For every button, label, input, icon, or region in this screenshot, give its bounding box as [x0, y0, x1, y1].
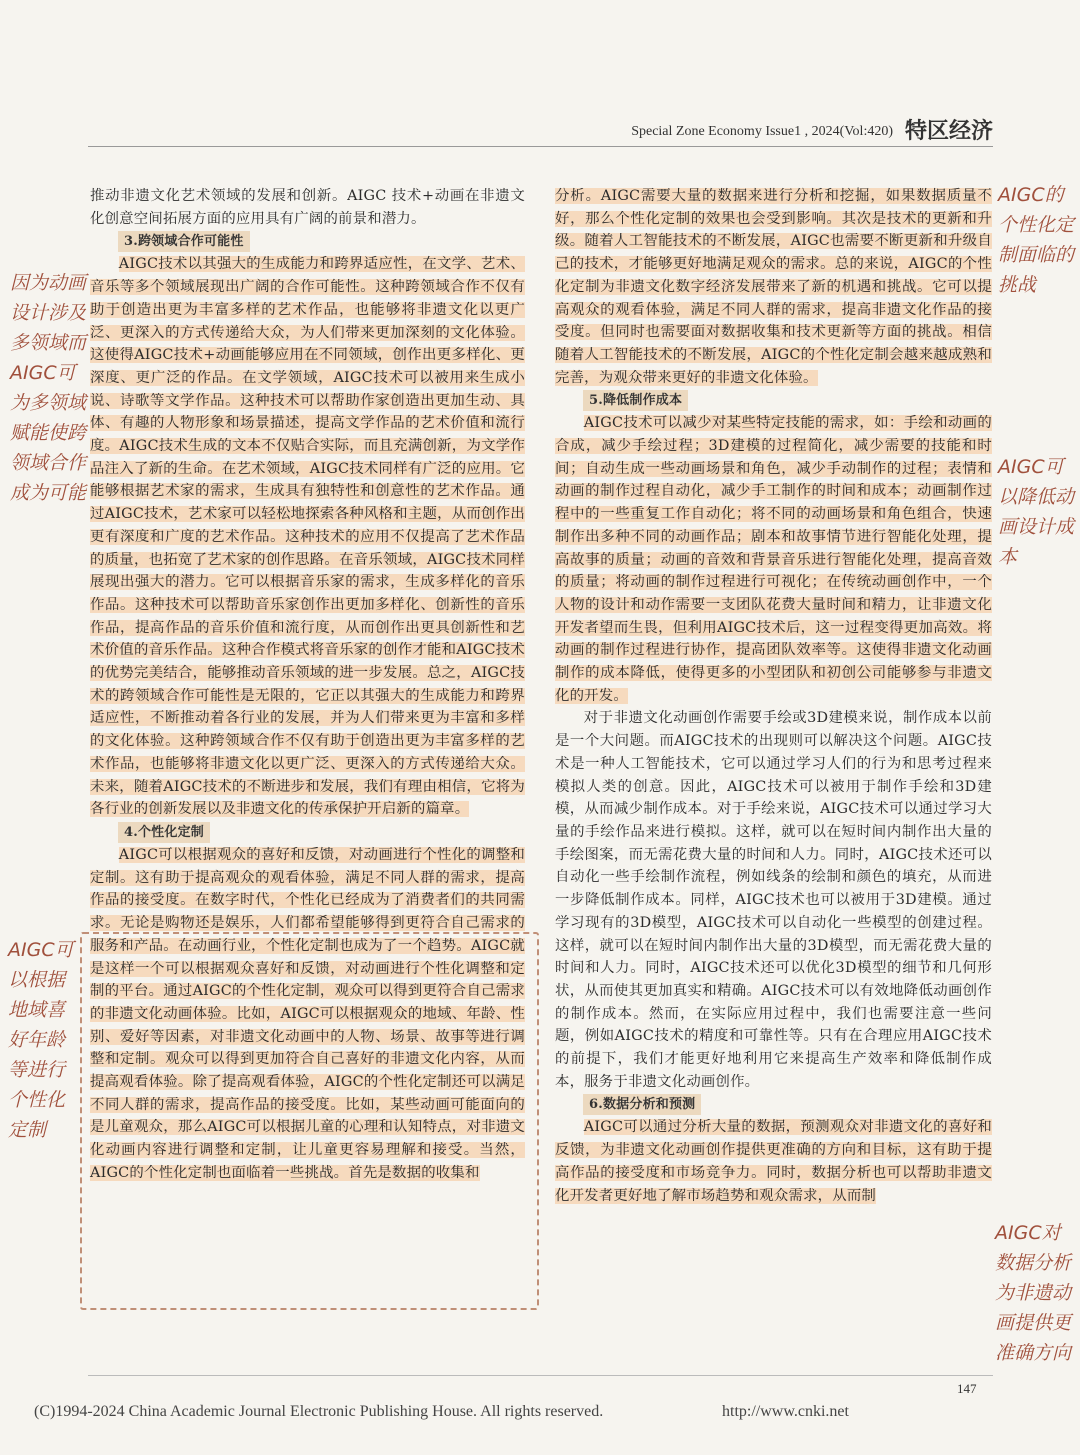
journal-title: Special Zone Economy Issue1 , 2024(Vol:420)	[631, 124, 893, 139]
handwritten-note: AIGC可以根据地域喜好年龄等进行个性化定制	[8, 939, 74, 1141]
section-heading: 6.数据分析和预测	[583, 1094, 701, 1115]
highlighted-text: AIGC技术可以减少对某些特定技能的需求，如：手绘和动画的合成，减少手绘过程；3D建模的过程简化，减少需要的技能和时间；自动生成一些动画场景和角色，减少手动制作的过程；表情和动画的制作过程自动化，减少手工制作的时间和成本；动画制作过程中的一些重复工作自动化；将不同的动画场景和角色组合，快速制作出多种不同的动画作品；剧本和故事情节进行智能化处理，提高故事的质量；动画的音效和背景音乐进行智能化处理，提高音效的质量；将动画的制作过程进行可视化；在传统动画创作中，一个人物的设计和动作需要一支团队花费大量时间和精力，让非遗文化开发者望而生畏，但利用AIGC技术后，这一过程变得更加高效。将动画的制作过程进行协作，提高团队效率等。这使得非遗文化动画制作的成本降低，使得更多的小型团队和初创公司能够参与非遗文化的开发。	[555, 415, 992, 704]
paragraph	[90, 253, 525, 821]
paragraph: 推动非遗文化艺术领域的发展和创新。AIGC 技术+动画在非遗文化创意空间拓展方面的应用具有广阔的前景和潜力。	[90, 188, 525, 227]
highlighted-text: AIGC可以通过分析大量的数据，预测观众对非遗文化的喜好和反馈，为非遗文化动画创作提供更准确的方向和目标，这有助于提高作品的接受度和市场竞争力。同时，数据分析也可以帮助非遗文化开发者更好地了解市场趋势和观众需求，从而制	[555, 1119, 992, 1204]
left-column	[90, 185, 525, 1185]
copyright-line: (C)1994-2024 China Academic Journal Electronic Publishing House. All rights reserved.	[34, 1403, 604, 1420]
highlighted-text: AIGC可以根据观众的喜好和反馈，对动画进行个性化的调整和定制。这有助于提高观众的观看体验，满足不同人群的需求，提高作品的接受度。在数字时代，个性化已经成为了消费者们的共同需求。无论是购物还是娱乐，人们都希望能够得到更符合自己需求的服务和产品。在动画行业，个性化定制也成为了一个趋势。AIGC就是这样一个可以根据观众喜好和反馈，对动画进行个性化调整和定制的平台。通过AIGC的个性化定制，观众可以得到更符合自己需求的非遗文化动画体验。比如，AIGC可以根据观众的地域、年龄、性别、爱好等因素，对非遗文化动画中的人物、场景、故事等进行调整和定制。观众可以得到更加符合自己喜好的非遗文化内容，从而提高观看体验。除了提高观看体验，AIGC的个性化定制还可以满足不同人群的需求，提高作品的接受度。比如，某些动画可能面向的是儿童观众，那么AIGC可以根据儿童的心理和认知特点，对非遗文化动画内容进行调整和定制，让儿童更容易理解和接受。当然，AIGC的个性化定制也面临着一些挑战。首先是数据的收集和	[90, 846, 525, 1181]
right-column	[555, 185, 992, 1207]
handwritten-note: AIGC的个性化定制面临的挑战	[998, 184, 1075, 296]
journal-brand: 特区经济	[904, 118, 993, 144]
section-heading: 4.个性化定制	[118, 822, 210, 843]
handwritten-note: AIGC可以降低动画设计成本	[998, 456, 1075, 568]
section-heading: 5.降低制作成本	[583, 390, 688, 411]
header-rule	[88, 146, 993, 147]
paragraph	[90, 844, 525, 1185]
highlighted-text: 分析。AIGC需要大量的数据来进行分析和挖掘，如果数据质量不好，那么个性化定制的效果也会受到影响。其次是技术的更新和升级。随着人工智能技术的不断发展，AIGC也需要不断更新和升级自己的技术，才能够更好地满足观众的需求。总的来说，AIGC的个性化定制为非遗文化数字经济发展带来了新的机遇和挑战。它可以提高观众的观看体验，满足不同人群的需求，提高非遗文化作品的接受度。但同时也需要面对数据收集和技术更新等方面的挑战。相信随着人工智能技术的不断发展，AIGC的个性化定制会越来越成熟和完善，为观众带来更好的非遗文化体验。	[555, 188, 992, 386]
section-heading: 3.跨领域合作可能性	[118, 231, 250, 252]
paragraph	[555, 412, 992, 707]
footer-rule	[88, 1375, 993, 1376]
highlighted-text: AIGC技术以其强大的生成能力和跨界适应性，在文学、艺术、音乐等多个领域展现出广阔的合作可能性。这种跨领域合作不仅有助于创造出更为丰富多样的艺术作品，也能够将非遗文化以更广泛、更深入的方式传递给大众，为人们带来更加深刻的文化体验。这使得AIGC技术+动画能够应用在不同领域，创作出更多样化、更深度、更广泛的作品。在文学领域，AIGC技术可以被用来生成小说、诗歌等文学作品。这种技术可以帮助作家创造出更加生动、具体、有趣的人物形象和场景描述，提高文学作品的艺术价值和流行度。AIGC技术生成的文本不仅贴合实际，而且充满创新，为文学作品注入了新的生命。在艺术领域，AIGC技术同样有广泛的应用。它能够根据艺术家的需求，生成具有独特性和创意性的艺术作品。通过AIGC技术，艺术家可以轻松地探索各种风格和主题，从而创作出更有深度和广度的艺术作品。这种技术的应用不仅提高了艺术作品的质量，也拓宽了艺术家的创作思路。在音乐领域，AIGC技术同样展现出强大的潜力。它可以根据音乐家的需求，生成多样化的音乐作品。这种技术可以帮助音乐家创作出更加多样化、创新性的音乐作品，提高作品的音乐价值和流行度，从而创作出更具创新性和艺术价值的音乐作品。这种合作模式将音乐家的创作才能和AIGC技术的优势完美结合，能够推动音乐领域的进一步发展。总之，AIGC技术的跨领域合作可能性是无限的，它正以其强大的生成能力和跨界适应性，不断推动着各行业的发展，并为人们带来更为丰富和多样的文化体验。这种跨领域合作不仅有助于创造出更为丰富多样的艺术作品，也能够将非遗文化以更广泛、更深入的方式传递给大众。未来，随着AIGC技术的不断进步和发展，我们有理由相信，它将为各行业的创新发展以及非遗文化的传承保护开启新的篇章。	[90, 256, 525, 818]
paragraph	[555, 1116, 992, 1207]
page-number: 147	[957, 1381, 977, 1396]
handwritten-note: AIGC对数据分析为非遗动画提供更准确方向	[995, 1222, 1072, 1364]
paragraph	[555, 185, 992, 389]
paragraph: 对于非遗文化动画创作需要手绘或3D建模来说，制作成本以前是一个大问题。而AIGC技术的出现则可以解决这个问题。AIGC技术是一种人工智能技术，它可以通过学习人们的行为和思考过程来模拟人类的创意。因此，AIGC技术可以被用于制作手绘和3D建模，从而减少制作成本。对于手绘来说，AIGC技术可以通过学习大量的手绘作品来进行模拟。这样，就可以在短时间内制作出大量的手绘图案，而无需花费大量的时间和人力。同时，AIGC技术还可以自动化一些手绘制作流程，例如线条的绘制和颜色的填充，从而进一步降低制作成本。同样，AIGC技术也可以被用于3D建模。通过学习现有的3D模型，AIGC技术可以自动化一些模型的创建过程。这样，就可以在短时间内制作出大量的3D模型，而无需花费大量的时间和人力。同时，AIGC技术还可以优化3D模型的细节和几何形状，从而使其更加真实和精确。AIGC技术可以有效地降低动画创作的制作成本。然而，在实际应用过程中，我们也需要注意一些问题，例如AIGC技术的精度和可靠性等。只有在合理应用AIGC技术的前提下，我们才能更好地利用它来提高生产效率和降低制作成本，服务于非遗文化动画创作。	[555, 710, 992, 1090]
handwritten-note: 因为动画设计涉及多领域而AIGC可为多领域赋能使跨领域合作成为可能	[10, 272, 87, 504]
page-header	[88, 116, 993, 146]
cnki-url: http://www.cnki.net	[722, 1403, 849, 1420]
